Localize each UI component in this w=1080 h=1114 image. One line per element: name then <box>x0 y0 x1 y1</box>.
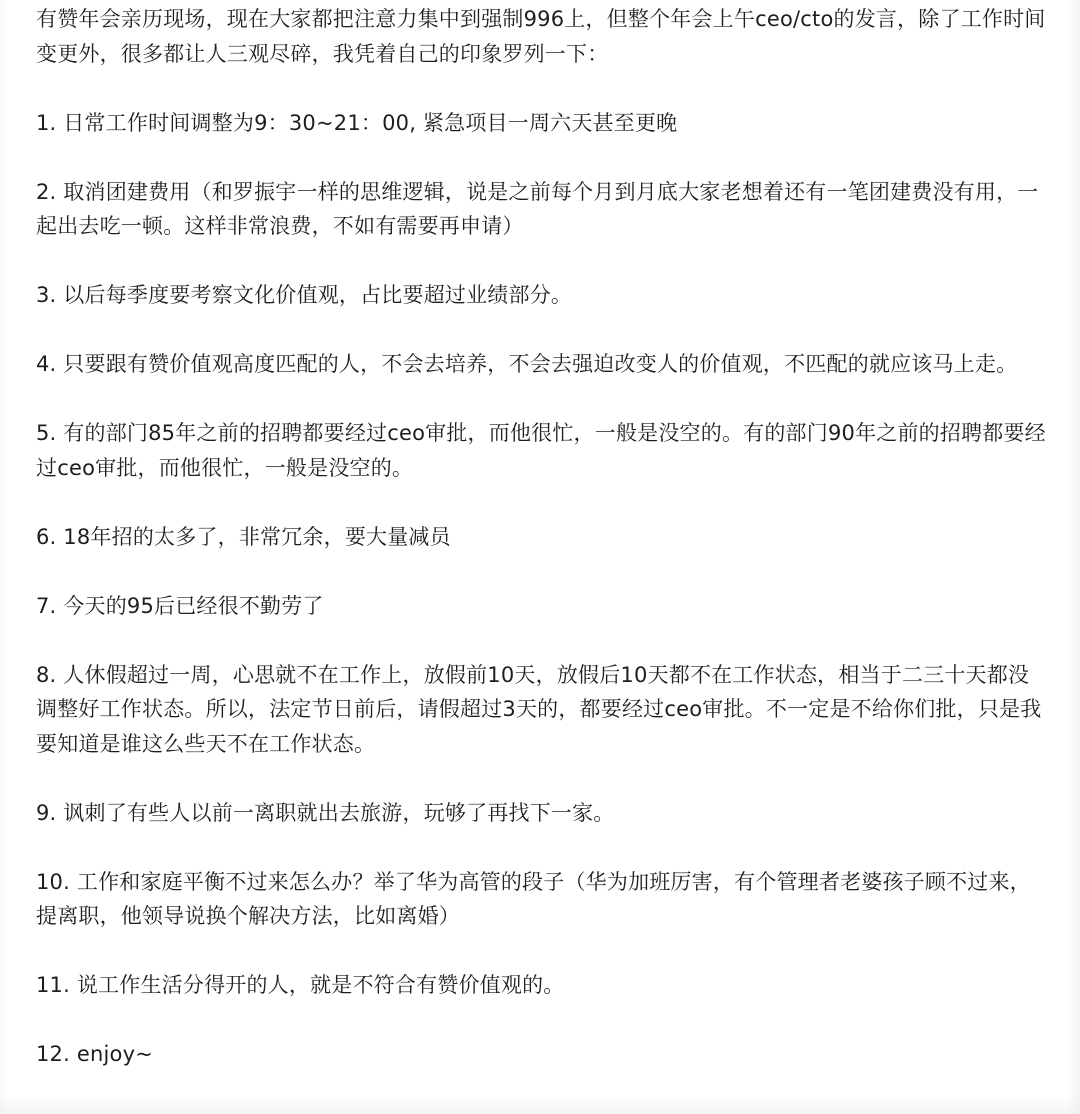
list-item-7: 7. 今天的95后已经很不勤劳了 <box>36 593 324 618</box>
list-item-10: 10. 工作和家庭平衡不过来怎么办？举了华为高管的段子（华为加班厉害，有个管理者老婆孩子顾不过来，提离职，他领导说换个解决方法，比如离婚） <box>36 869 1031 928</box>
list-item-12: 12. enjoy~ <box>36 1042 154 1066</box>
list-item-3: 3. 以后每季度要考察文化价值观，占比要超过业绩部分。 <box>36 283 573 307</box>
list-item-6: 6. 18年招的太多了，非常冗余，要大量减员 <box>36 524 451 549</box>
list-item-4: 4. 只要跟有赞价值观高度匹配的人，不会去培养，不会去强迫改变人的价值观，不匹配的就应该马上走。 <box>36 352 1018 376</box>
list-item-11: 11. 说工作生活分得开的人，就是不符合有赞价值观的。 <box>36 973 565 997</box>
list-item-8: 8. 人休假超过一周，心思就不在工作上，放假前10天，放假后10天都不在工作状态，相当于二三十天都没调整好工作状态。所以，法定节日前后，请假超过3天的，都要经过ceo审批。不一定是不给你们批，只是我要知道是谁这么些天不在工作状态。 <box>36 662 1042 756</box>
list-item-9: 9. 讽刺了有些人以前一离职就出去旅游，玩够了再找下一家。 <box>36 800 615 825</box>
list-item-5: 5. 有的部门85年之前的招聘都要经过ceo审批，而他很忙，一般是没空的。有的部门90年之前的招聘都要经过ceo审批，而他很忙，一般是没空的。 <box>36 421 1046 480</box>
post-body <box>36 2 1046 1072</box>
list-item-1: 1. 日常工作时间调整为9：30~21：00, 紧急项目一周六天甚至更晚 <box>36 110 678 135</box>
bottom-shadow <box>0 1096 1080 1114</box>
list-item-2: 2. 取消团建费用（和罗振宇一样的思维逻辑，说是之前每个月到月底大家老想着还有一笔团建费没有用，一起出去吃一顿。这样非常浪费，不如有需要再申请） <box>36 179 1039 238</box>
intro-paragraph: 有赞年会亲历现场，现在大家都把注意力集中到强制996上，但整个年会上午ceo/cto的发言，除了工作时间变更外，很多都让人三观尽碎，我凭着自己的印象罗列一下： <box>36 7 1046 66</box>
